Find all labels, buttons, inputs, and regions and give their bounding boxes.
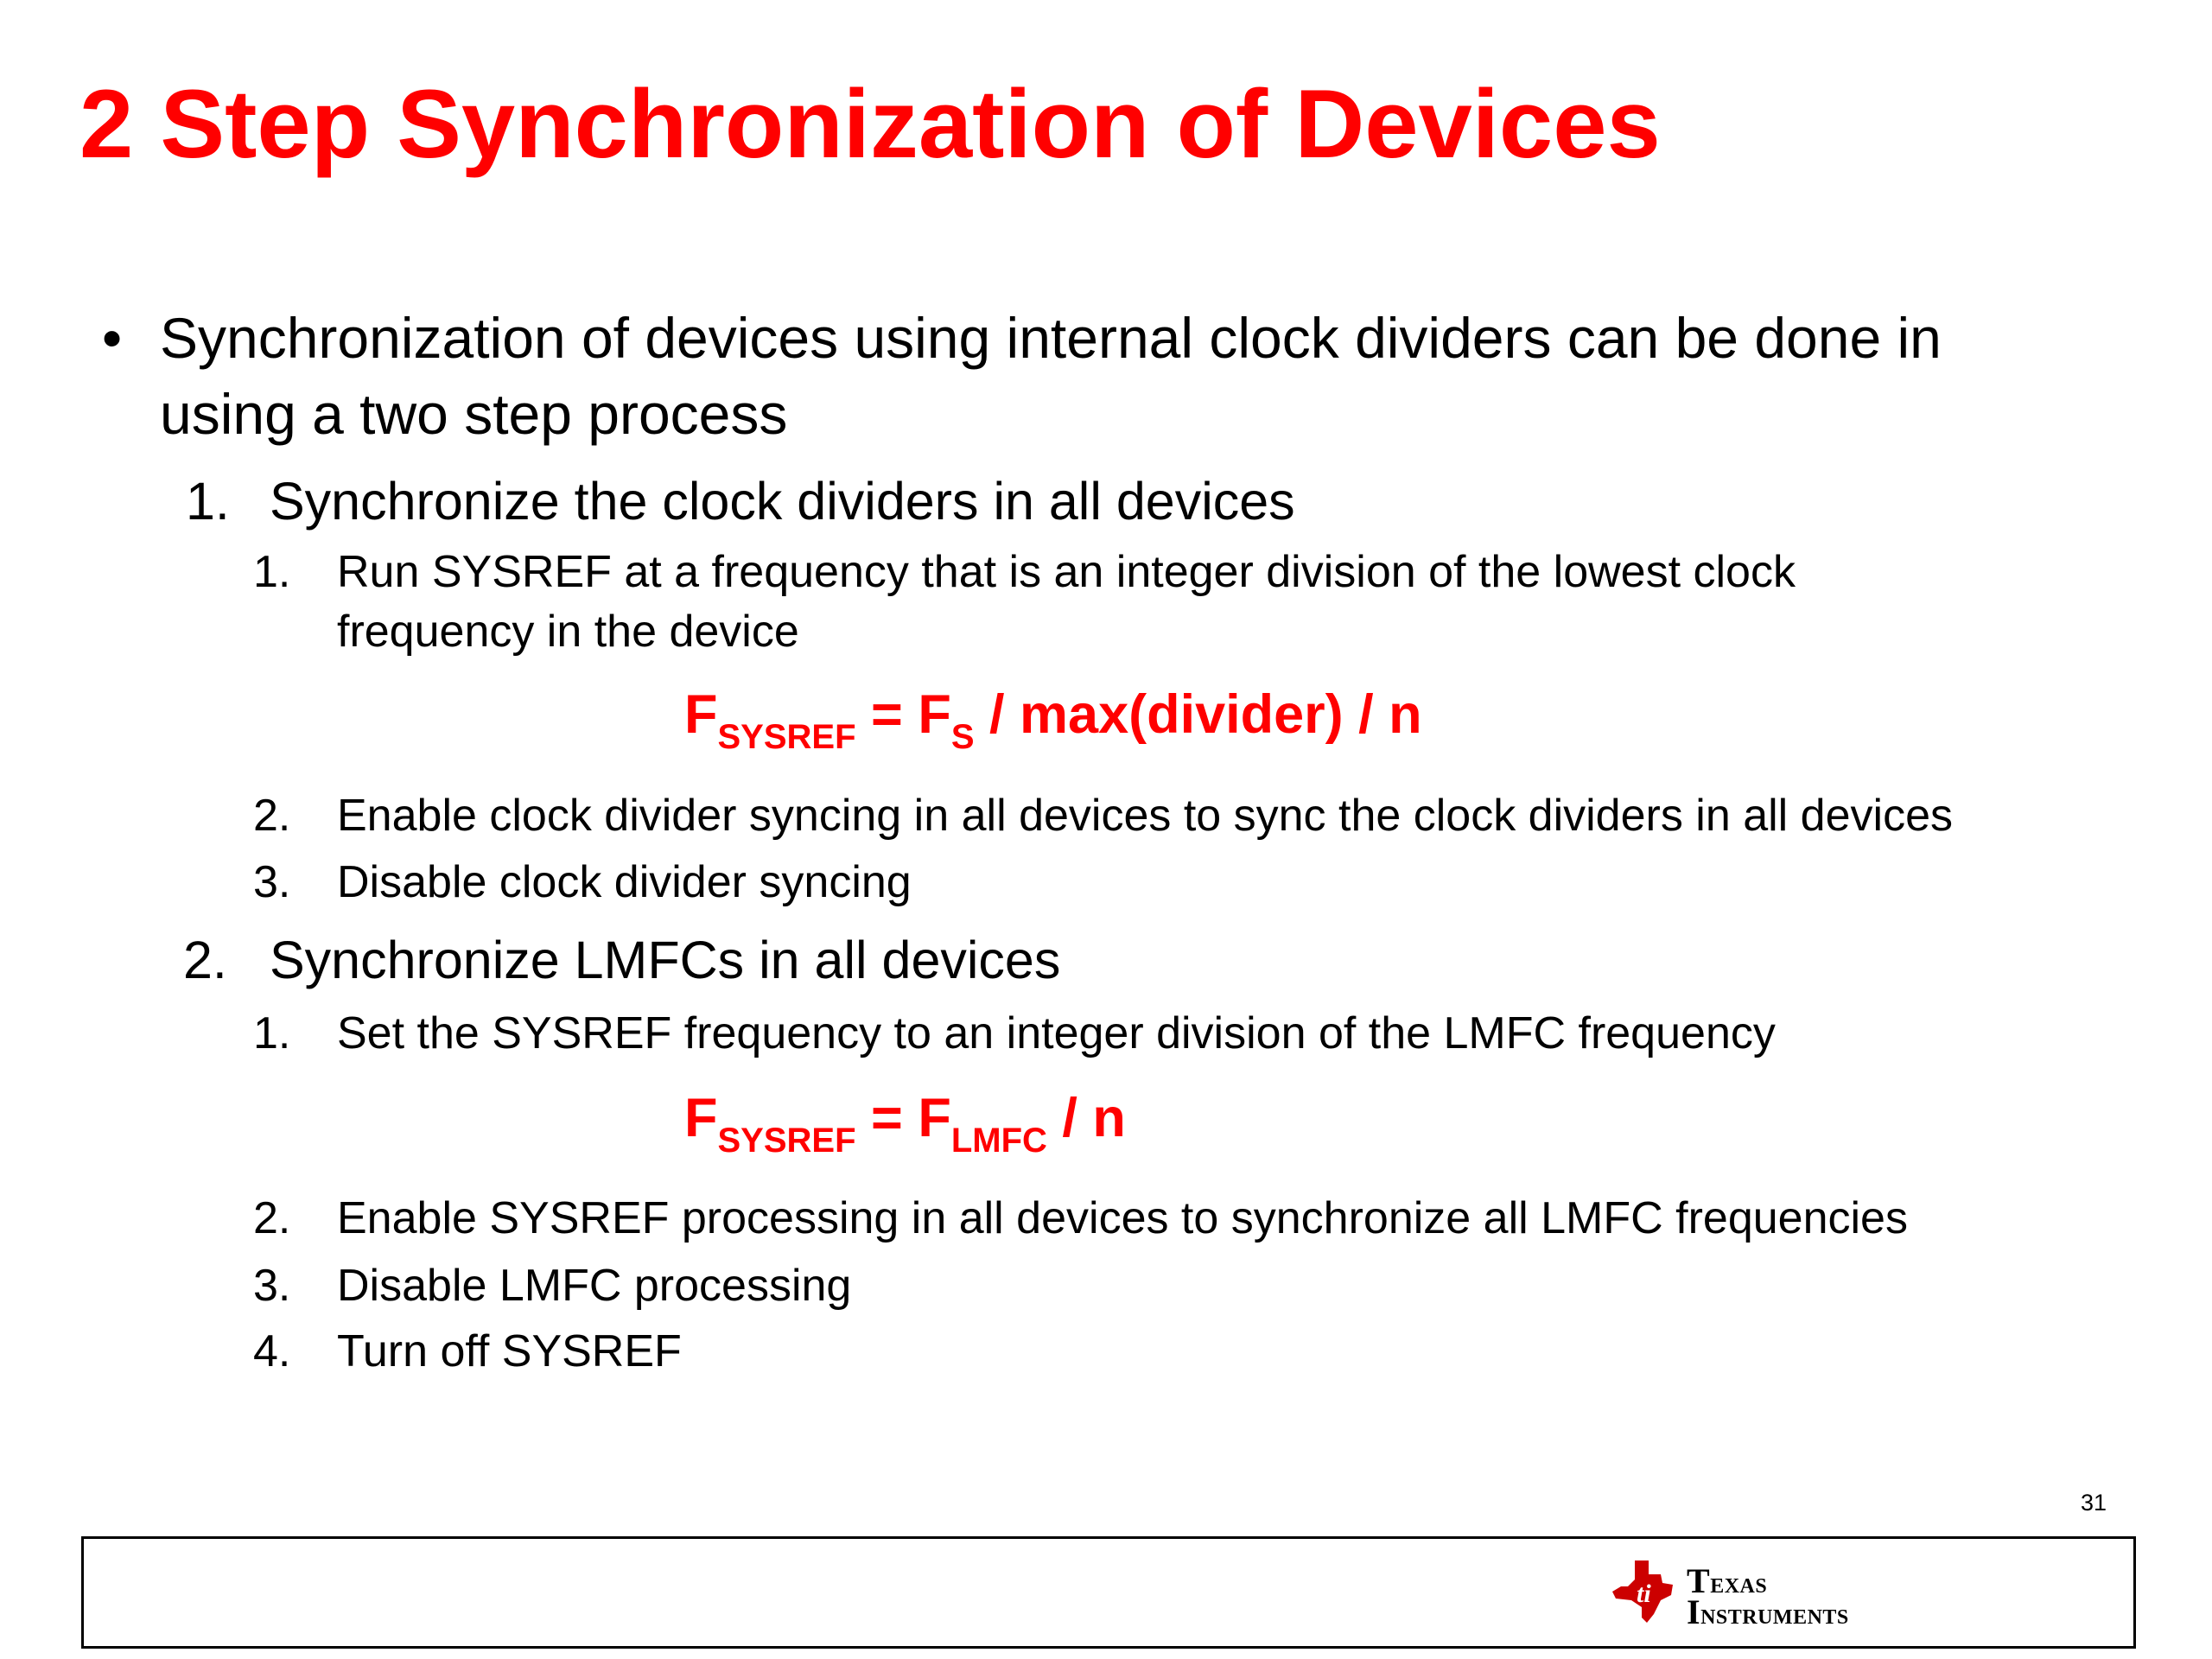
- step-1-substep-3-line-1: Disable clock divider syncing: [337, 857, 912, 907]
- step-2-substep-1-line-1: Set the SYSREF frequency to an integer division of the LMFC frequency: [337, 1008, 1776, 1058]
- formula-2-eq: =: [855, 1088, 918, 1148]
- formula-2-lhs-main: F: [684, 1088, 718, 1148]
- step-2-substep-3-number: 3.: [253, 1261, 291, 1311]
- step-1-label: Synchronize the clock dividers in all devices: [270, 472, 1295, 531]
- logo-text-line-2: Instruments: [1687, 1592, 1849, 1631]
- formula-1-eq: =: [855, 684, 918, 745]
- formula-2: [684, 1088, 1126, 1160]
- step-2-substep-2-line-1: Enable SYSREF processing in all devices to synchronize all LMFC frequencies: [337, 1193, 1908, 1243]
- formula-1-lhs-sub: SYSREF: [717, 718, 856, 756]
- formula-1-rhs-sub: S: [950, 718, 975, 756]
- logo-text-line-2-rest: nstruments: [1700, 1599, 1849, 1630]
- texas-instruments-logo-icon: [1609, 1557, 1678, 1626]
- bullet-icon: •: [102, 306, 123, 370]
- formula-2-rhs-main: F: [918, 1088, 951, 1148]
- step-2-substep-2-number: 2.: [253, 1193, 291, 1243]
- step-2-substep-3-line-1: Disable LMFC processing: [337, 1261, 852, 1311]
- step-2-substep-1-number: 1.: [253, 1008, 291, 1058]
- logo-text-line-1: Texas: [1687, 1561, 1768, 1600]
- formula-1-rhs-main: F: [918, 684, 951, 745]
- texas-instruments-logo: [1609, 1557, 1894, 1631]
- formula-1-lhs-main: F: [684, 684, 718, 745]
- step-1-substep-1-line-2: frequency in the device: [337, 607, 799, 657]
- bullet-text-line-1: Synchronization of devices using internal clock dividers can be done in: [160, 306, 1942, 370]
- formula-2-rest: / n: [1046, 1088, 1126, 1148]
- formula-1: [684, 684, 1422, 756]
- step-1-substep-3-number: 3.: [253, 857, 291, 907]
- formula-1-rest: / max(divider) / n: [974, 684, 1422, 745]
- step-1-number: 1.: [186, 472, 230, 531]
- step-2-substep-4-number: 4.: [253, 1326, 291, 1376]
- step-2-label: Synchronize LMFCs in all devices: [270, 931, 1061, 989]
- svg-text:ti: ti: [1637, 1580, 1651, 1608]
- step-1-substep-2-line-1: Enable clock divider syncing in all devices to sync the clock dividers in all devices: [337, 791, 1953, 841]
- slide-title: 2 Step Synchronization of Devices: [79, 70, 1661, 178]
- formula-2-lhs-sub: SYSREF: [717, 1122, 856, 1160]
- logo-text-line-1-rest: exas: [1710, 1567, 1768, 1599]
- bullet-text-line-2: using a two step process: [160, 382, 788, 446]
- formula-2-rhs-sub: LMFC: [950, 1122, 1047, 1160]
- step-1-substep-1-number: 1.: [253, 547, 291, 597]
- step-1-substep-1-line-1: Run SYSREF at a frequency that is an integer division of the lowest clock: [337, 547, 1796, 597]
- page-number: 31: [2081, 1490, 2107, 1516]
- step-2-substep-4-line-1: Turn off SYSREF: [337, 1326, 682, 1376]
- step-2-number: 2.: [183, 931, 227, 989]
- step-1-substep-2-number: 2.: [253, 791, 291, 841]
